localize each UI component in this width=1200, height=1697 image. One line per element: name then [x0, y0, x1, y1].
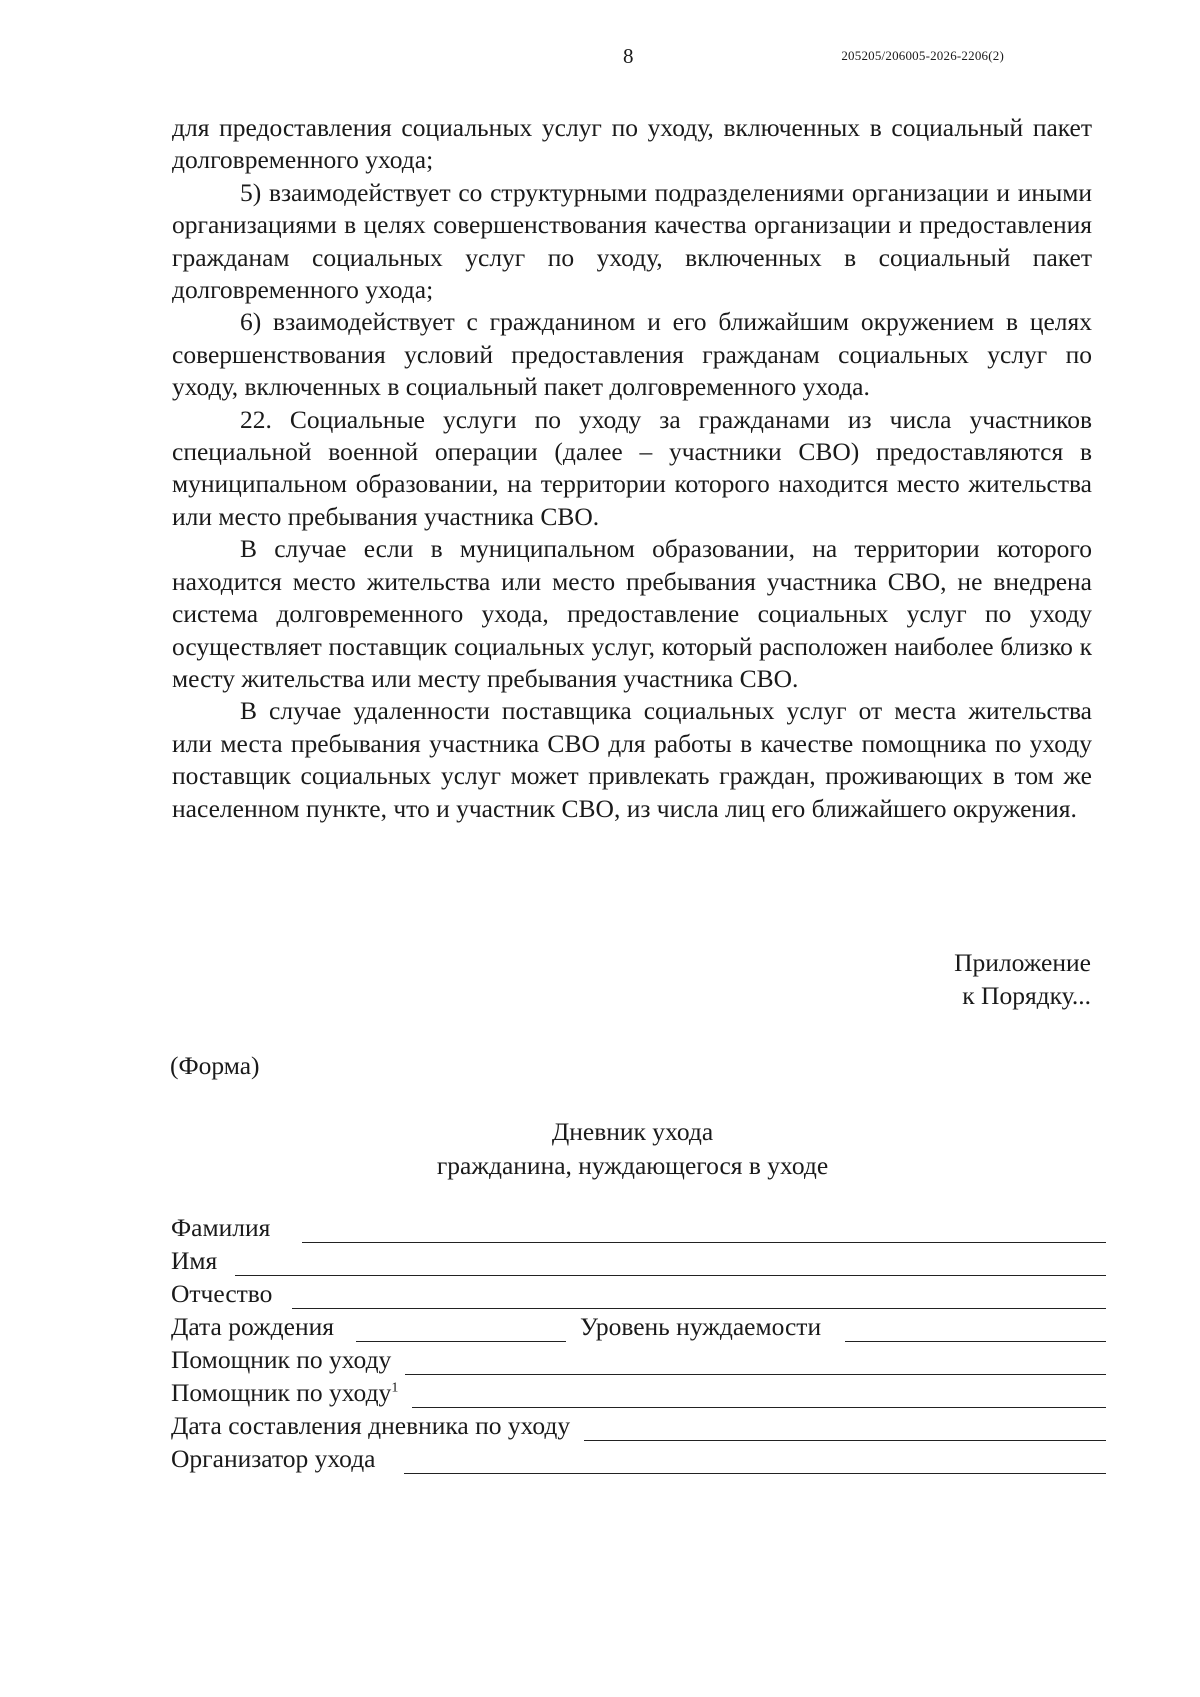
need-level-field[interactable]	[845, 1319, 1106, 1342]
birth-date-field[interactable]	[356, 1319, 566, 1342]
birth-date-label: Дата рождения	[171, 1312, 334, 1341]
care-assistant-field[interactable]	[405, 1352, 1106, 1375]
organizer-field[interactable]	[404, 1451, 1107, 1474]
diary-date-field[interactable]	[584, 1418, 1106, 1441]
appendix-line-2: к Порядку...	[962, 981, 1091, 1010]
birth-date-row	[171, 1309, 1106, 1342]
document-code: 205205/206005-2026-2206(2)	[841, 48, 1004, 63]
paragraph-item-5: 5) взаимодействует со структурными подразделениями организации и иными организациями в целях совершенствования качества организации и предоставления гражданам социальных услуг по уходу, включенных в социальный пакет долговременного ухода;	[172, 177, 1092, 305]
footnote-marker: 1	[391, 1380, 399, 1396]
care-assistant-2-text: Помощник по уходу	[171, 1378, 392, 1407]
paragraph-continuation: для предоставления социальных услуг по уходу, включенных в социальный пакет долговременного ухода;	[172, 113, 1092, 175]
paragraph-no-ltc-system: В случае если в муниципальном образовании, на территории которого находится место жительства или место пребывания участника СВО, не внедрена система долговременного ухода, предоставление социальных услуг по уходу осуществляет поставщик социальных услуг, который расположен наиболее близко к месту жительства или месту пребывания участника СВО.	[172, 534, 1092, 693]
paragraph-item-6: 6) взаимодействует с гражданином и его ближайшим окружением в целях совершенствования условий предоставления гражданам социальных услуг по уходу, включенных в социальный пакет долговременного ухода.	[172, 307, 1092, 402]
care-assistant-label: Помощник по уходу	[171, 1345, 392, 1374]
surname-field[interactable]	[302, 1220, 1106, 1243]
form-title-line-2: гражданина, нуждающегося в уходе	[436, 1151, 829, 1180]
name-field[interactable]	[235, 1253, 1106, 1276]
paragraph-22: 22. Социальные услуги по уходу за гражданами из числа участников специальной военной операции (далее – участники СВО) предоставляются в муниципальном образовании, на территории которого находится место жительства или место пребывания участника СВО.	[172, 404, 1092, 531]
diary-date-label: Дата составления дневника по уходу	[171, 1411, 571, 1440]
surname-label: Фамилия	[171, 1213, 271, 1242]
need-level-label: Уровень нуждаемости	[580, 1312, 822, 1341]
patronymic-label: Отчество	[171, 1279, 273, 1308]
diary-date-row	[171, 1408, 1106, 1441]
care-assistant-row	[171, 1342, 1106, 1375]
care-assistant-2-label	[171, 1378, 398, 1408]
form-label: (Форма)	[170, 1051, 260, 1080]
organizer-row	[171, 1441, 1106, 1474]
body-text	[172, 112, 1092, 825]
patronymic-field[interactable]	[292, 1286, 1106, 1309]
form-title-line-1: Дневник ухода	[551, 1117, 714, 1146]
paragraph-remote-provider: В случае удаленности поставщика социальных услуг от места жительства или места пребывания участника СВО для работы в качестве помощника по уходу поставщик социальных услуг может привлекать граждан, проживающих в том же населенном пункте, что и участник СВО, из числа лиц его ближайшего окружения.	[172, 696, 1092, 823]
organizer-label: Организатор ухода	[171, 1444, 376, 1473]
appendix-line-1: Приложение	[954, 948, 1091, 977]
care-assistant-2-field[interactable]	[412, 1385, 1106, 1408]
surname-row	[171, 1210, 1106, 1243]
care-assistant-2-row	[171, 1375, 1106, 1408]
form-fields	[171, 1210, 1106, 1474]
name-row	[171, 1243, 1106, 1276]
page-number: 8	[623, 44, 634, 68]
name-label: Имя	[171, 1246, 218, 1275]
appendix-reference	[954, 946, 1091, 1012]
form-title	[0, 1115, 1200, 1183]
patronymic-row	[171, 1276, 1106, 1309]
